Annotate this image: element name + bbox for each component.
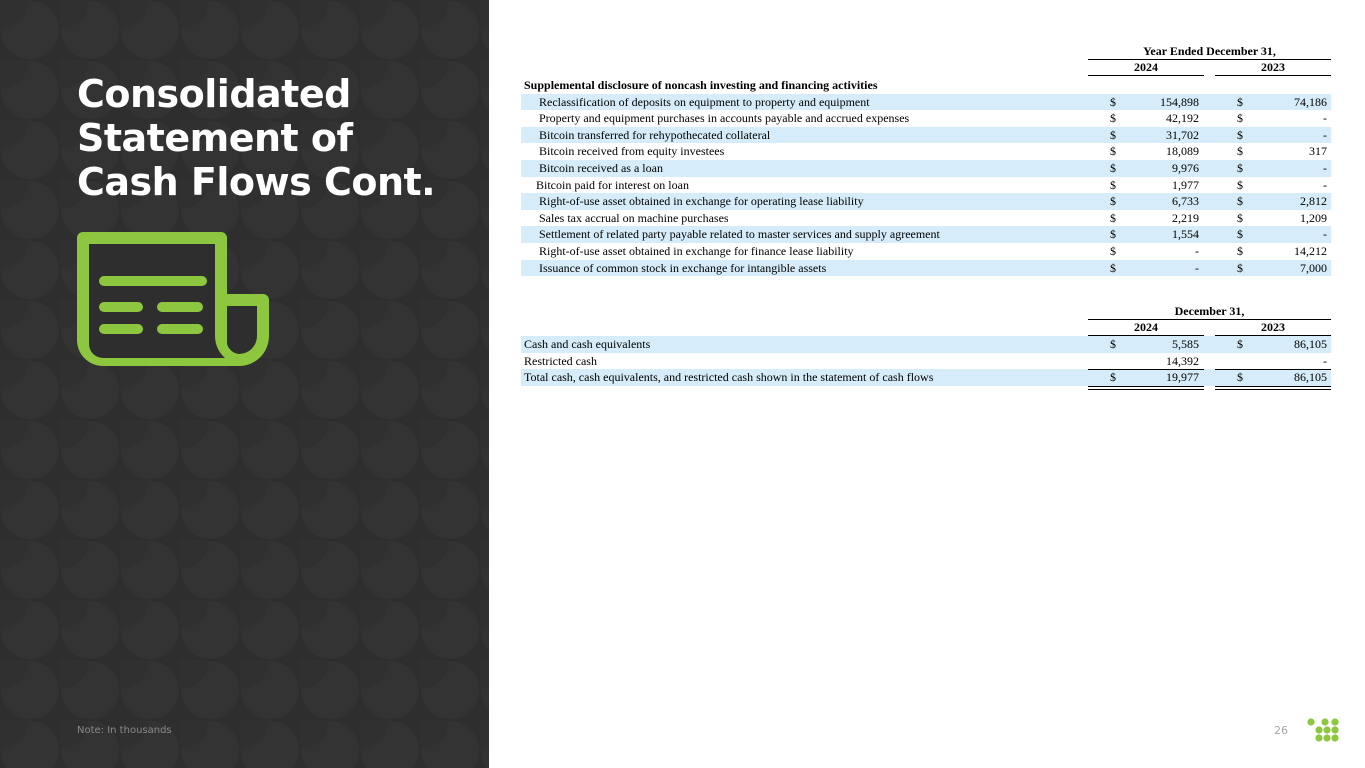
page-number: 26 — [1274, 724, 1288, 737]
subtotal-rule-2023 — [1215, 369, 1331, 370]
table-row — [521, 127, 1331, 144]
row-label: Right-of-use asset obtained in exchange for operating lease liability — [539, 194, 864, 209]
table-row — [521, 94, 1331, 111]
currency-2023: $ — [1237, 370, 1243, 385]
currency-2024: $ — [1110, 160, 1116, 175]
dot-grid-logo-icon — [1305, 716, 1341, 744]
value-2023: 86,105 — [1294, 337, 1327, 351]
value-2024: 154,898 — [1160, 94, 1199, 109]
currency-2024: $ — [1110, 144, 1116, 159]
total-double-rule-2024-b — [1088, 389, 1204, 390]
value-2023: - — [1323, 227, 1327, 242]
currency-2023: $ — [1237, 160, 1243, 175]
value-2023: 14,212 — [1294, 243, 1327, 258]
table1-header: Year Ended December 31, — [1143, 44, 1276, 58]
value-2024: 31,702 — [1166, 127, 1199, 142]
table-row — [521, 210, 1331, 227]
value-2024: 2,219 — [1172, 210, 1199, 225]
value-2024: 19,977 — [1166, 370, 1199, 385]
total-double-rule-2023-a — [1215, 386, 1331, 387]
currency-2023: $ — [1237, 227, 1243, 242]
slide-title — [77, 72, 477, 204]
cash-reconciliation-table — [521, 336, 1331, 386]
currency-2023: $ — [1237, 177, 1243, 192]
subtotal-rule-2024 — [1088, 369, 1204, 370]
currency-2023: $ — [1237, 243, 1243, 258]
value-2023: 74,186 — [1294, 94, 1327, 109]
table-row-total — [521, 369, 1331, 386]
value-2024: 42,192 — [1166, 111, 1199, 126]
value-2024: 14,392 — [1166, 353, 1199, 368]
value-2023: 7,000 — [1300, 260, 1327, 275]
currency-2024: $ — [1110, 194, 1116, 209]
value-2023: - — [1323, 177, 1327, 192]
row-label: Settlement of related party payable related to master services and supply agreement — [539, 227, 940, 242]
table-row — [521, 260, 1331, 277]
newspaper-document-icon — [77, 232, 269, 366]
table1-year-rule-2023 — [1215, 75, 1331, 76]
row-label: Bitcoin transferred for rehypothecated collateral — [539, 127, 771, 142]
table1-year-2024: 2024 — [1134, 60, 1158, 74]
table-row — [521, 353, 1331, 370]
value-2023: 86,105 — [1294, 370, 1327, 385]
title-line-1: Consolidated — [77, 72, 351, 116]
row-label: Total cash, cash equivalents, and restricted cash shown in the statement of cash flows — [524, 370, 934, 385]
value-2023: - — [1323, 353, 1327, 368]
currency-2023: $ — [1237, 94, 1243, 109]
currency-2023: $ — [1237, 260, 1243, 275]
table-row — [521, 143, 1331, 160]
table2-year-2024: 2024 — [1134, 320, 1158, 334]
value-2024: 5,585 — [1172, 337, 1199, 351]
value-2023: 1,209 — [1300, 210, 1327, 225]
row-label: Cash and cash equivalents — [524, 337, 651, 351]
currency-2023: $ — [1237, 127, 1243, 142]
currency-2024: $ — [1110, 370, 1116, 385]
currency-2024: $ — [1110, 260, 1116, 275]
total-double-rule-2024-a — [1088, 386, 1204, 387]
currency-2024: $ — [1110, 243, 1116, 258]
row-label: Bitcoin paid for interest on loan — [536, 177, 689, 192]
section-label: Supplemental disclosure of noncash investing and financing activities — [524, 78, 878, 92]
value-2024: 6,733 — [1172, 194, 1199, 209]
row-label: Right-of-use asset obtained in exchange for finance lease liability — [539, 243, 854, 258]
value-2023: 2,812 — [1300, 194, 1327, 209]
table-row — [521, 110, 1331, 127]
currency-2023: $ — [1237, 111, 1243, 126]
value-2024: 9,976 — [1172, 160, 1199, 175]
currency-2024: $ — [1110, 227, 1116, 242]
currency-2024: $ — [1110, 94, 1116, 109]
table-row — [521, 177, 1331, 194]
title-line-2: Statement of — [77, 116, 353, 160]
value-2024: 1,977 — [1172, 177, 1199, 192]
row-label: Restricted cash — [524, 353, 597, 368]
table1-year-2023: 2023 — [1261, 60, 1285, 74]
value-2024: 1,554 — [1172, 227, 1199, 242]
row-label: Sales tax accrual on machine purchases — [539, 210, 729, 225]
currency-2023: $ — [1237, 194, 1243, 209]
currency-2023: $ — [1237, 337, 1243, 351]
title-line-3: Cash Flows Cont. — [77, 160, 436, 204]
row-label: Reclassification of deposits on equipment to property and equipment — [539, 94, 870, 109]
table-row-section — [521, 77, 1331, 94]
total-double-rule-2023-b — [1215, 389, 1331, 390]
currency-2023: $ — [1237, 144, 1243, 159]
currency-2024: $ — [1110, 337, 1116, 351]
currency-2024: $ — [1110, 127, 1116, 142]
noncash-activities-table — [521, 77, 1331, 276]
currency-2024: $ — [1110, 210, 1116, 225]
table-row — [521, 160, 1331, 177]
table-row — [521, 336, 1331, 353]
value-2024: - — [1195, 243, 1199, 258]
left-panel — [0, 0, 489, 768]
value-2023: - — [1323, 111, 1327, 126]
table1-year-rule-2024 — [1088, 75, 1204, 76]
value-2024: 18,089 — [1166, 144, 1199, 159]
row-label: Issuance of common stock in exchange for intangible assets — [539, 260, 827, 275]
footnote: Note: In thousands — [77, 725, 172, 736]
table-row — [521, 243, 1331, 260]
table-row — [521, 226, 1331, 243]
currency-2024: $ — [1110, 111, 1116, 126]
value-2024: - — [1195, 260, 1199, 275]
row-label: Bitcoin received as a loan — [539, 160, 663, 175]
value-2023: - — [1323, 160, 1327, 175]
value-2023: - — [1323, 127, 1327, 142]
row-label: Bitcoin received from equity investees — [539, 144, 725, 159]
table2-year-2023: 2023 — [1261, 320, 1285, 334]
value-2023: 317 — [1309, 144, 1327, 159]
table-row — [521, 193, 1331, 210]
currency-2024: $ — [1110, 177, 1116, 192]
currency-2023: $ — [1237, 210, 1243, 225]
table2-header: December 31, — [1174, 304, 1245, 318]
row-label: Property and equipment purchases in accounts payable and accrued expenses — [539, 111, 910, 126]
